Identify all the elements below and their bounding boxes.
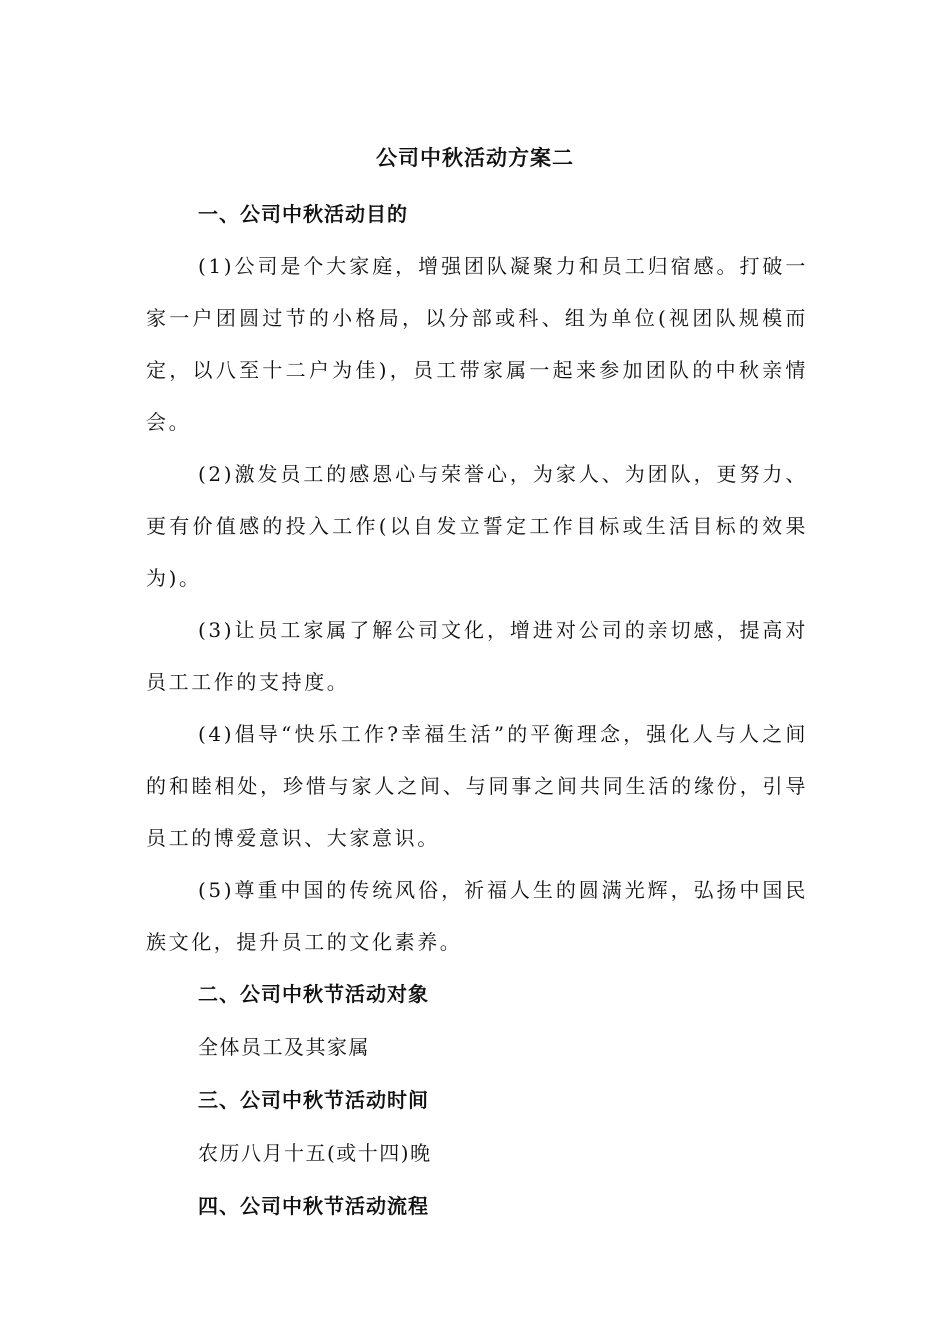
purpose-item-1: (1)公司是个大家庭，增强团队凝聚力和员工归宿感。打破一家一户团圆过节的小格局，以分部或科、组为单位(视团队规模而定，以八至十二户为佳)，员工带家属一起来参加团队的中秋亲情会。	[146, 254, 808, 434]
document-body	[146, 188, 808, 1232]
document-title: 公司中秋活动方案二	[376, 146, 574, 170]
purpose-item-2: (2)激发员工的感恩心与荣誉心，为家人、为团队，更努力、更有价值感的投入工作(以自发立誓定工作目标或生活目标的效果为)。	[146, 462, 808, 590]
time-text: 农历八月十五(或十四)晚	[198, 1141, 432, 1165]
purpose-item-5: (5)尊重中国的传统风俗，祈福人生的圆满光辉，弘扬中国民族文化，提升员工的文化素养。	[146, 878, 808, 954]
participants-text: 全体员工及其家属	[198, 1035, 370, 1059]
purpose-item-4: (4)倡导“快乐工作?幸福生活”的平衡理念，强化人与人之间的和睦相处，珍惜与家人之间、与同事之间共同生活的缘份，引导员工的博爱意识、大家意识。	[146, 722, 808, 850]
section-heading-participants: 二、公司中秋节活动对象	[198, 982, 429, 1006]
section-heading-time: 三、公司中秋节活动时间	[198, 1088, 429, 1112]
section-heading-purpose: 一、公司中秋活动目的	[198, 202, 408, 226]
purpose-item-3: (3)让员工家属了解公司文化，增进对公司的亲切感，提高对员工工作的支持度。	[146, 618, 808, 694]
section-heading-process: 四、公司中秋节活动流程	[198, 1194, 429, 1218]
